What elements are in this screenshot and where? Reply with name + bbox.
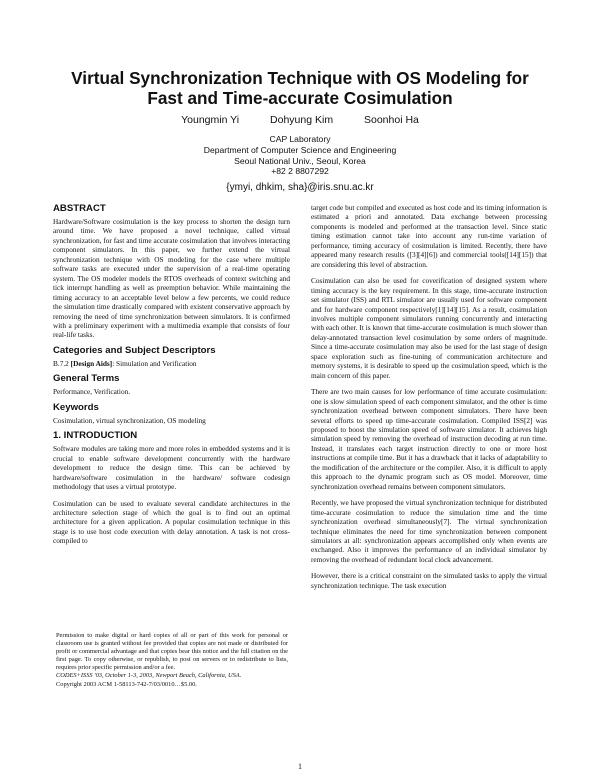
permission-text: Permission to make digital or hard copies of all or part of this work for personal or classroom use is granted without fee provided that copies are not made or distributed for profit or commercial advantage and that copies bear this notice and the full citation on the first page. To copy otherwise, or republish, to post on servers or to redistribute to lists, requires prior specific permission and/or a fee. bbox=[56, 632, 288, 672]
author-name: Dohyung Kim bbox=[270, 114, 334, 126]
affiliation-univ: Seoul National Univ., Seoul, Korea bbox=[234, 155, 366, 166]
copyright-line: Copyright 2003 ACM 1-58113-742-7/03/0010…$5.00. bbox=[56, 680, 197, 688]
author-email: {ymyi, dhkim, sha}@iris.snu.ac.kr bbox=[226, 182, 374, 193]
body-paragraph: Cosimulation can also be used for coverification of designed system where timing accuracy is the key requirement. In this stage, time-accurate instruction set simulator (ISS) and RTL simulator are usually used for software component and for hardware component respectively[1][14][15]. As a result, cosimulation involves multiple component simulators running concurrently and interacting with each other. It is known that time-accurate cosimulation is much slower than delay-annotated transaction level cosimulation by some orders of magnitude. Since a time-accurate cosimulation may also be used for the last stage of design space exploration such as fine-tuning of communication architecture and memory systems, it is desirable to speed up the cosimulation speed, which is the main concern of this paper. bbox=[311, 276, 547, 380]
intro-paragraph: Cosimulation can be used to evaluate several candidate architectures in the architecture selection stage of which the goal is to find out an optimal architecture for a given application. A popular cosimulation technique in this stage is to use host code execution with delay annotation. A task is not cross-compiled to bbox=[53, 498, 290, 546]
body-paragraph: There are two main causes for low performance of time accurate cosimulation: one is slow simulation speed of each component simulator, and the other is time synchronization overhead between component simulators. There have been several efforts to speed up time-accurate cosimulation. Compiled ISS[2] was proposed to boost the simulation speed of software simulator. It achieves high simulation speed by removing the overhead of instruction decoding at run time. Instead, it translates each target instruction directly to one or more host instructions at compile time. But it has a drawback that it lacks of adaptability to the modification of the architecture or the compiler. Also, it is difficult to apply this approach to the dynamic program such as OS model. Moreover, time synchronization overhead remains between component simulators. bbox=[311, 387, 547, 491]
keywords-heading: Keywords bbox=[53, 401, 99, 413]
category-rest: : Simulation and Verification bbox=[112, 358, 197, 368]
body-paragraph: Recently, we have proposed the virtual synchronization technique for distributed time-accurate cosimulation to reduce the simulation time and the time synchronization overhead simultaneously[7]. The virtual synchronization technique eliminates the need for time synchronization between component simulators at all: synchronization appears accomplished only when events are exchanged. Also it improves the performance of an individual simulator by removing the overhead of redundant local clock advancement. bbox=[311, 498, 547, 564]
author-list bbox=[0, 114, 600, 126]
categories-text bbox=[53, 359, 290, 368]
categories-heading: Categories and Subject Descriptors bbox=[53, 344, 216, 356]
affiliation-phone: +82 2 8807292 bbox=[271, 166, 329, 177]
body-paragraph: However, there is a critical constraint on the simulated tasks to apply the virtual synchronization technique. The task execution bbox=[311, 571, 547, 590]
general-terms-text: Performance, Verification. bbox=[53, 387, 131, 397]
permission-notice bbox=[56, 632, 288, 689]
intro-paragraph: Software modules are taking more and more roles in embedded systems and it is crucial to enable software development concurrently with the hardware development to reduce the design time. This can be achieved by hardware/software cosimulation in the hardware/ software codesign methodology that uses a virtual prototype. bbox=[53, 444, 290, 492]
left-column bbox=[53, 203, 290, 623]
body-paragraph: target code but compiled and executed as host code and its timing information is estimated a priori and annotated. Data exchange between processing components is modeled and performed at the transaction level. Since static timing estimation cannot take into account any run-time variation of performance, timing accuracy of cosimulation is limited. Recently, there have appeared many research results ([3][4][6]) and commercial tools([14][15]) that are considering this level of abstraction. bbox=[311, 203, 547, 269]
affiliation bbox=[0, 134, 600, 177]
affiliation-dept: Department of Computer Science and Engineering bbox=[203, 144, 397, 155]
keywords-text: Cosimulation, virtual synchronization, OS modeling bbox=[53, 415, 206, 425]
category-code: B.7.2 bbox=[53, 358, 69, 368]
author-name: Youngmin Yi bbox=[181, 114, 240, 126]
general-terms-heading: General Terms bbox=[53, 373, 120, 385]
intro-heading: 1. INTRODUCTION bbox=[53, 430, 138, 442]
conference-info: CODES+ISSS '03, October 1-3, 2003, Newport Beach, California, USA. bbox=[56, 672, 242, 680]
paper-title: Virtual Synchronization Technique with OS Modeling for Fast and Time-accurate Cosimulation bbox=[71, 68, 529, 108]
right-column bbox=[311, 203, 547, 751]
abstract-heading: ABSTRACT bbox=[53, 203, 106, 214]
author-name: Soonhoi Ha bbox=[364, 114, 419, 126]
abstract-text: Hardware/Software cosimulation is the key process to shorten the design turn around time. We have proposed a novel technique, called virtual synchronization, for fast and time accurate cosimulation that involves interacting component simulators. In this paper, we further extend the virtual synchronization technique with OS modeling for the case where multiple software tasks are executed under the supervision of a real-time operating system. The OS modeler models the RTOS overheads of context switching and tick interrupt handling as well as preemption behavior. While maintaining the timing accuracy to an acceptable level below a few percents, we could reduce the simulation time drastically compared with existent conservative approach by removing the need of time synchronization between simulators. It is confirmed with a preliminary experiment with a multimedia example that consists of four real-life tasks. bbox=[53, 217, 290, 340]
page-number: 1 bbox=[298, 762, 302, 771]
category-bold: [Design Aids] bbox=[70, 358, 113, 368]
affiliation-lab: CAP Laboratory bbox=[269, 134, 331, 144]
